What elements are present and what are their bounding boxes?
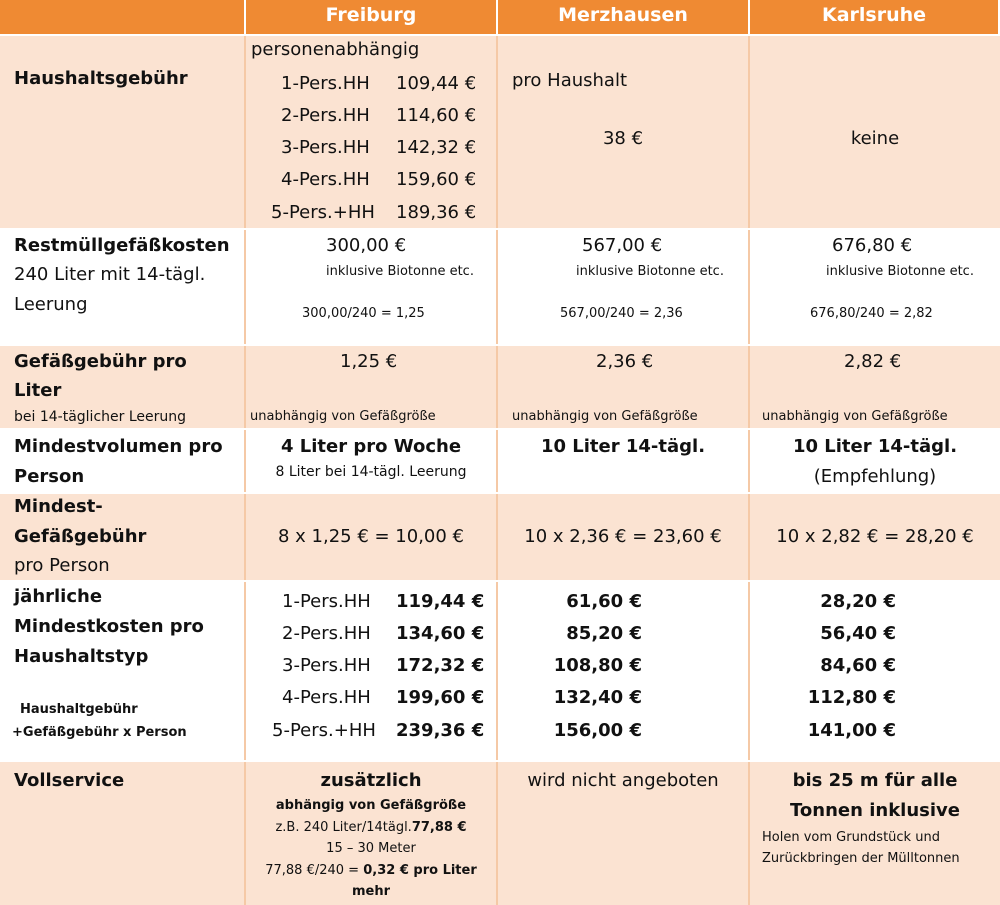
header-empty-cell [0, 0, 246, 34]
row-label-sub: Leerung [14, 294, 88, 315]
merzhausen-cell [498, 36, 750, 228]
header-merzhausen: Merzhausen [558, 4, 688, 26]
karlsruhe-cell [750, 230, 1000, 344]
table-row-mindest-gefaessgebuehr [0, 494, 1000, 582]
price-calc: 300,00/240 = 1,25 [302, 306, 425, 321]
row-label: Person [14, 466, 85, 487]
hh-type: 4-Pers.HH [282, 687, 371, 708]
table-row-vollservice [0, 762, 1000, 905]
hh-type: 1-Pers.HH [282, 591, 371, 612]
freiburg-cell [246, 494, 498, 580]
table-row-jaehrliche-mindestkosten [0, 582, 1000, 762]
vollservice-line: 15 – 30 Meter [326, 841, 416, 856]
hh-price: 56,40 € [820, 623, 896, 644]
hh-price: 119,44 € [396, 591, 485, 612]
price-calc: 676,80/240 = 2,82 [810, 306, 933, 321]
hh-price: 112,80 € [807, 687, 896, 708]
vollservice-title: Tonnen inklusive [790, 800, 960, 821]
hh-type: 4-Pers.HH [281, 169, 370, 190]
merzhausen-cell [498, 230, 750, 344]
hh-price: 114,60 € [396, 105, 477, 126]
row-label-cell [0, 430, 246, 492]
row-label: Restmüllgefäßkosten [14, 235, 230, 256]
row-label-cell [0, 494, 246, 580]
karls-value: keine [850, 128, 900, 149]
freiburg-cell [246, 430, 498, 492]
hh-price: 142,32 € [396, 137, 477, 158]
merzhausen-cell [498, 582, 750, 760]
row-label-cell [0, 762, 246, 905]
row-label: Mindestkosten pro [14, 616, 204, 637]
hh-price: 84,60 € [820, 655, 896, 676]
hh-price: 141,00 € [807, 720, 896, 741]
hh-price: 85,20 € [566, 623, 642, 644]
karlsruhe-cell [750, 582, 1000, 760]
karlsruhe-cell [750, 346, 1000, 428]
vollservice-line: abhängig von Gefäßgröße [275, 798, 467, 813]
merzhausen-cell [498, 762, 750, 905]
karlsruhe-cell [750, 494, 1000, 580]
vollservice-title: bis 25 m für alle [792, 770, 958, 791]
merz-title: pro Haushalt [512, 70, 628, 91]
hh-price: 172,32 € [396, 655, 485, 676]
row-label-sub: 240 Liter mit 14-tägl. [14, 264, 206, 285]
hh-price: 61,60 € [566, 591, 642, 612]
freiburg-cell [246, 36, 498, 228]
header-freiburg-cell [246, 0, 498, 34]
price: 300,00 € [326, 235, 407, 256]
value-sub: (Empfehlung) [813, 466, 937, 487]
merz-value: 38 € [602, 128, 644, 149]
hh-price: 199,60 € [396, 687, 485, 708]
header-freiburg: Freiburg [325, 4, 417, 26]
merzhausen-cell [498, 494, 750, 580]
value: 2,82 € [844, 351, 902, 372]
value-main: 4 Liter pro Woche [280, 436, 462, 457]
row-label: Mindest- [14, 496, 103, 517]
row-label: jährliche [14, 586, 103, 607]
row-label-cell [0, 230, 246, 344]
row-label: Gefäßgebühr [14, 526, 147, 547]
hh-price: 134,60 € [396, 623, 485, 644]
hh-price: 156,00 € [553, 720, 642, 741]
hh-type: 5-Pers.+HH [272, 720, 376, 741]
price-note: inklusive Biotonne etc. [826, 264, 974, 279]
row-label: Haushaltsgebühr [14, 68, 188, 89]
value-main: 10 Liter 14-tägl. [792, 436, 958, 457]
row-label: Gefäßgebühr pro [14, 351, 187, 372]
row-label: Liter [14, 380, 62, 401]
vollservice-line-price: 77,88 € [411, 820, 467, 835]
hh-price: 159,60 € [396, 169, 477, 190]
value-note: unabhängig von Gefäßgröße [512, 409, 698, 424]
merzhausen-cell [498, 430, 750, 492]
value: 2,36 € [596, 351, 654, 372]
price-calc: 567,00/240 = 2,36 [560, 306, 683, 321]
vollservice-line-price: 0,32 € pro Liter [363, 863, 477, 878]
merzhausen-cell [498, 346, 750, 428]
value: 1,25 € [340, 351, 398, 372]
row-note: Haushaltgebühr [20, 702, 138, 717]
row-label-cell [0, 346, 246, 428]
table-row-haushaltsgebuehr [0, 36, 1000, 230]
hh-price: 108,80 € [553, 655, 642, 676]
vollservice-title: zusätzlich [320, 770, 422, 791]
vollservice-line: Holen vom Grundstück und [762, 830, 940, 845]
price: 567,00 € [582, 235, 663, 256]
freiburg-cell [246, 230, 498, 344]
karlsruhe-cell [750, 762, 1000, 905]
hh-price: 132,40 € [553, 687, 642, 708]
row-label-sub: pro Person [14, 555, 110, 576]
header-karlsruhe: Karlsruhe [821, 4, 927, 26]
vollservice-value: wird nicht angeboten [527, 770, 719, 791]
vollservice-line [246, 863, 496, 878]
value-main: 10 Liter 14-tägl. [540, 436, 706, 457]
value-note: unabhängig von Gefäßgröße [762, 409, 948, 424]
row-label: Mindestvolumen pro [14, 436, 223, 457]
value: 10 x 2,36 € = 23,60 € [524, 526, 722, 547]
hh-type: 2-Pers.HH [282, 623, 371, 644]
hh-price: 109,44 € [396, 73, 477, 94]
row-label: Vollservice [14, 770, 125, 791]
hh-type: 2-Pers.HH [281, 105, 370, 126]
freiburg-title: personenabhängig [251, 39, 420, 60]
price: 676,80 € [832, 235, 913, 256]
hh-type: 5-Pers.+HH [271, 202, 375, 223]
row-label-sub: bei 14-täglicher Leerung [14, 409, 186, 425]
table-row-mindestvolumen [0, 430, 1000, 494]
price-note: inklusive Biotonne etc. [326, 264, 474, 279]
row-label: Haushaltstyp [14, 646, 149, 667]
table-row-gefaessgebuehr [0, 346, 1000, 430]
freiburg-cell [246, 762, 498, 905]
hh-price: 28,20 € [820, 591, 896, 612]
hh-price: 189,36 € [396, 202, 477, 223]
value: 10 x 2,82 € = 28,20 € [776, 526, 974, 547]
header-merzhausen-cell [498, 0, 750, 34]
table-row-restmuell [0, 230, 1000, 346]
karlsruhe-cell [750, 430, 1000, 492]
header-karlsruhe-cell [750, 0, 1000, 34]
karlsruhe-cell [750, 36, 1000, 228]
vollservice-line: mehr [351, 884, 391, 899]
table-header [0, 0, 1000, 36]
vollservice-line-text: z.B. 240 Liter/14tägl. [275, 820, 412, 835]
value-note: unabhängig von Gefäßgröße [250, 409, 436, 424]
value-sub: 8 Liter bei 14-tägl. Leerung [275, 464, 467, 480]
hh-type: 1-Pers.HH [281, 73, 370, 94]
vollservice-line-text: 77,88 €/240 = [265, 863, 364, 878]
value: 8 x 1,25 € = 10,00 € [277, 526, 465, 547]
row-label-cell [0, 582, 246, 760]
vollservice-line: Zurückbringen der Mülltonnen [762, 851, 960, 866]
freiburg-cell [246, 346, 498, 428]
row-label-cell [0, 36, 246, 228]
hh-type: 3-Pers.HH [281, 137, 370, 158]
freiburg-cell [246, 582, 498, 760]
vollservice-line [246, 820, 496, 835]
row-note: +Gefäßgebühr x Person [12, 725, 187, 740]
hh-price: 239,36 € [396, 720, 485, 741]
price-note: inklusive Biotonne etc. [576, 264, 724, 279]
hh-type: 3-Pers.HH [282, 655, 371, 676]
